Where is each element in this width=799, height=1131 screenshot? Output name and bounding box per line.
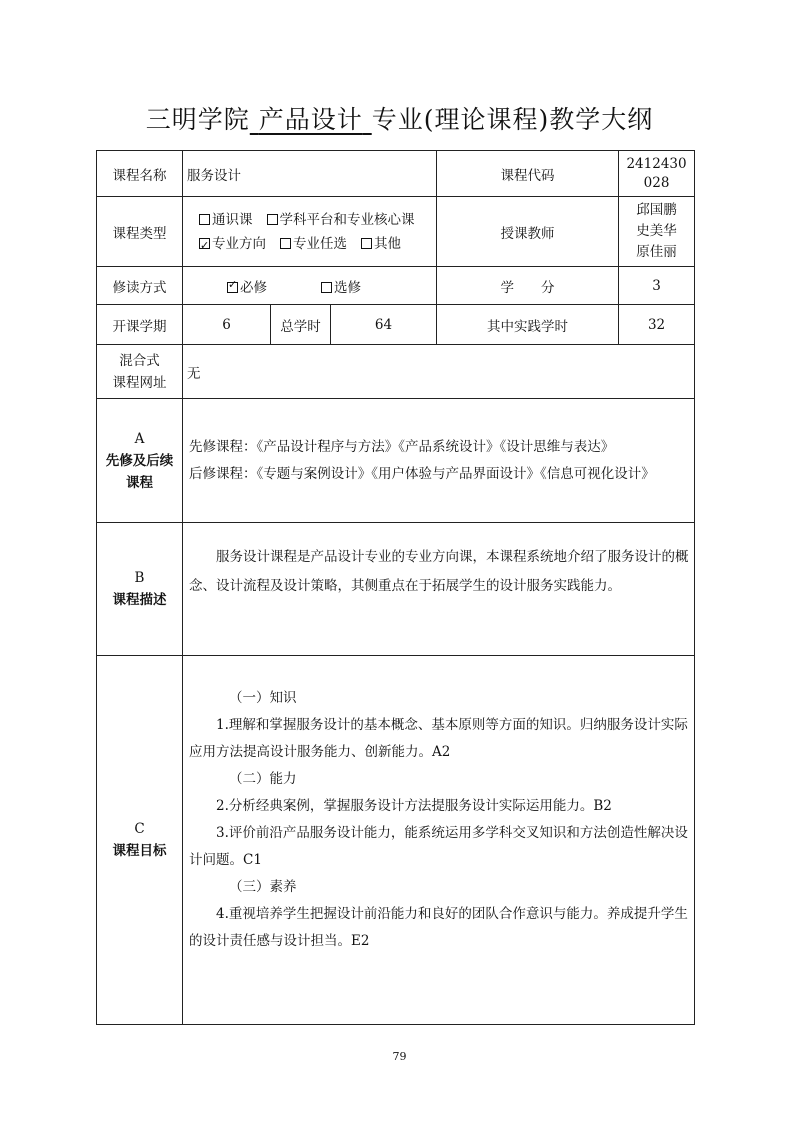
practice-hours-value: 32 bbox=[619, 305, 695, 345]
course-code-label: 课程代码 bbox=[437, 151, 619, 197]
course-name-value: 服务设计 bbox=[183, 151, 437, 197]
course-code-value bbox=[619, 151, 695, 197]
teacher-name: 史美华 bbox=[636, 223, 677, 239]
credit-label: 学 分 bbox=[437, 267, 619, 305]
course-code-line-2: 028 bbox=[643, 174, 670, 191]
checkbox-checked-icon bbox=[227, 282, 238, 293]
title-major: 产品设计 bbox=[258, 105, 363, 134]
checkbox-checked-icon bbox=[199, 238, 210, 249]
hybrid-course-url: 无 bbox=[183, 345, 695, 399]
followup-courses: 后修课程：《专题与案例设计》《用户体验与产品界面设计》《信息可视化设计》 bbox=[189, 465, 655, 482]
section-b-label: B 课程描述 bbox=[97, 523, 183, 656]
semester-label: 开课学期 bbox=[97, 305, 183, 345]
course-name-label: 课程名称 bbox=[97, 151, 183, 197]
total-hours-value: 64 bbox=[331, 305, 437, 345]
objective-4: 4.重视培养学生把握设计前沿能力和良好的团队合作意识与能力。养成提升学生的设计责任感与设计担当。E2 bbox=[189, 906, 688, 949]
practice-hours-label: 其中实践学时 bbox=[437, 305, 619, 345]
credit-value: 3 bbox=[619, 267, 695, 305]
page-title bbox=[0, 100, 799, 136]
syllabus-table bbox=[96, 150, 695, 1025]
objective-1: 1.理解和掌握服务设计的基本概念、基本原则等方面的知识。归纳服务设计实际应用方法提高设计服务能力、创新能力。A2 bbox=[189, 717, 688, 760]
checkbox-icon bbox=[321, 282, 332, 293]
course-type-label: 课程类型 bbox=[97, 197, 183, 267]
objective-3: 3.评价前沿产品服务设计能力，能系统运用多学科交叉知识和方法创造性解决设计问题。C1 bbox=[189, 825, 688, 868]
study-mode-label: 修读方式 bbox=[97, 267, 183, 305]
section-a-content bbox=[183, 399, 695, 523]
type-option-direction[interactable]: ✓专业方向 bbox=[199, 232, 266, 256]
checkbox-icon bbox=[267, 214, 278, 225]
title-suffix: 专业(理论课程)教学大纲 bbox=[371, 105, 654, 134]
knowledge-heading: （一）知识 bbox=[229, 690, 297, 706]
checkbox-icon bbox=[280, 238, 291, 249]
section-a-label: A 先修及后续 课程 bbox=[97, 399, 183, 523]
checkbox-icon bbox=[361, 238, 372, 249]
hybrid-course-label: 混合式 课程网址 bbox=[97, 345, 183, 399]
course-code-line-1: 2412430 bbox=[626, 155, 687, 172]
teacher-name: 原佳丽 bbox=[636, 244, 677, 260]
type-option-elective[interactable]: 专业任选 bbox=[280, 232, 347, 256]
teacher-list bbox=[619, 197, 695, 267]
semester-value: 6 bbox=[183, 305, 271, 345]
course-description: 服务设计课程是产品设计专业的专业方向课，本课程系统地介绍了服务设计的概念、设计流程及设计策略，其侧重点在于拓展学生的设计服务实践能力。 bbox=[183, 523, 695, 656]
prerequisite-courses: 先修课程：《产品设计程序与方法》《产品系统设计》《设计思维与表达》 bbox=[189, 438, 615, 455]
section-c-label: C 课程目标 bbox=[97, 656, 183, 1025]
mode-option-optional[interactable]: 选修 bbox=[321, 276, 361, 296]
checkbox-icon bbox=[199, 214, 210, 225]
teacher-name: 邱国鹏 bbox=[636, 202, 677, 218]
ability-heading: （二）能力 bbox=[229, 771, 297, 787]
quality-heading: （三）素养 bbox=[229, 879, 297, 895]
type-option-general[interactable]: 通识课 bbox=[199, 208, 253, 232]
objective-2: 2.分析经典案例，掌握服务设计方法提服务设计实际运用能力。B2 bbox=[216, 798, 612, 814]
title-prefix: 三明学院 bbox=[145, 105, 250, 134]
course-objectives bbox=[183, 656, 695, 1025]
total-hours-label: 总学时 bbox=[271, 305, 331, 345]
course-type-options bbox=[183, 197, 437, 267]
type-option-other[interactable]: 其他 bbox=[361, 232, 401, 256]
page-number: 79 bbox=[392, 1050, 407, 1063]
teacher-label: 授课教师 bbox=[437, 197, 619, 267]
mode-option-required[interactable]: ✓ 必修 bbox=[227, 276, 267, 296]
study-mode-options bbox=[183, 267, 437, 305]
type-option-core[interactable]: 学科平台和专业核心课 bbox=[267, 208, 415, 232]
